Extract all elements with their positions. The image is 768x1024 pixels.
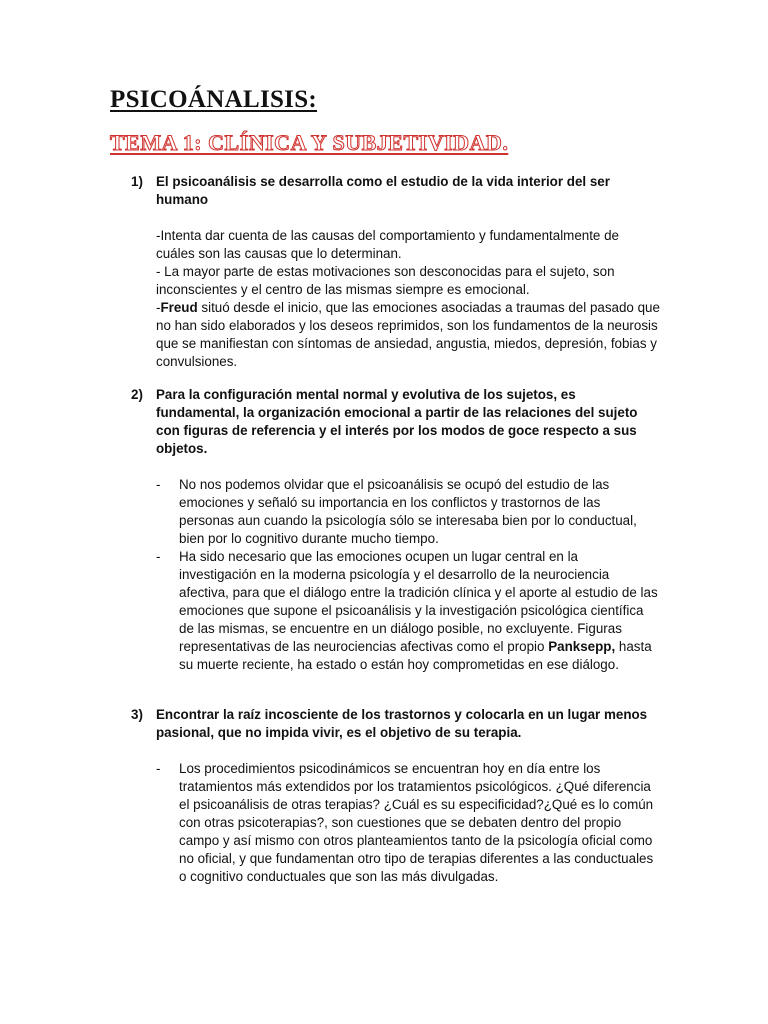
item-heading: Encontrar la raíz incosciente de los trastornos y colocarla en un lugar menos pasional, que no impida vivir, es el objetivo de su terapia. — [156, 707, 648, 740]
bullet-list — [156, 760, 661, 886]
bullet-text: Los procedimientos psicodinámicos se encuentran hoy en día entre los tratamientos más extendidos por los tratamientos psicológicos. ¿Qué diferencia el psicoanálisis de otras terapias? ¿Cuál es su especificidad?¿Qué es lo común con otras psicoterapias?, son cuestiones que se debaten dentro del propio campo y así mismo con otros planteamientos tanto de la psicología oficial como no oficial, y que fundamentan otro tipo de terapias diferentes a las conductuales o cognitivo conductuales que son las más divulgadas. — [179, 761, 654, 884]
list-item — [156, 548, 659, 674]
item-number: 2) — [131, 387, 143, 402]
item-number: 3) — [131, 707, 143, 722]
bullet-marker: - — [156, 477, 161, 492]
bullet-text-tail: hasta su muerte reciente, ha estado o están hoy comprometidas en ese diálogo. — [179, 639, 652, 672]
list-item — [156, 476, 659, 548]
item-number: 1) — [131, 174, 143, 189]
freud-name: Freud — [160, 300, 198, 315]
numbered-item-1 — [131, 173, 661, 371]
bullet-text: Ha sido necesario que las emociones ocupen un lugar central en la investigación en la moderna psicología y el desarrollo de la neurociencia afectiva, para que el diálogo entre la tradición clínica y el aporte al estudio de las emociones que supone el psicoanálisis y la investigación psicológica científica de las mismas, se encuentre en un diálogo posible, no excluyente. Figuras representativas de las neurociencias afectivas como el propio — [179, 549, 658, 654]
bullet-text: No nos podemos olvidar que el psicoanálisis se ocupó del estudio de las emociones y señaló su importancia en los conflictos y trastornos de las personas aun cuando la psicología sólo se interesaba bien por lo conductual, bien por lo cognitivo durante mucho tiempo. — [179, 477, 637, 546]
document-subtitle: TEMA 1: CLÍNICA Y SUBJETIVIDAD. — [110, 130, 509, 155]
numbered-item-3 — [131, 706, 661, 886]
paragraph: -Intenta dar cuenta de las causas del comportamiento y fundamentalmente de cuáles son las causas que lo determinan. — [156, 228, 619, 261]
item-body — [156, 227, 661, 371]
bullet-list — [156, 476, 661, 674]
panksepp-name: Panksepp, — [548, 639, 616, 654]
item-heading: El psicoanálisis se desarrolla como el estudio de la vida interior del ser humano — [156, 174, 610, 207]
item-heading: Para la configuración mental normal y evolutiva de los sujetos, es fundamental, la organización emocional a partir de las relaciones del sujeto con figuras de referencia y el interés por los modos de goce respecto a sus objetos. — [156, 387, 638, 456]
numbered-item-2 — [131, 386, 661, 674]
bullet-marker: - — [156, 549, 161, 564]
bullet-marker: - — [156, 761, 161, 776]
freud-prefix: - — [156, 300, 161, 315]
freud-text: situó desde el inicio, que las emociones asociadas a traumas del pasado que no han sido elaborados y los deseos reprimidos, son los fundamentos de la neurosis que se manifiestan con síntomas de ansiedad, angustia, miedos, depresión, fobias y convulsiones. — [156, 300, 660, 369]
document-title: PSICOÁNALISIS: — [110, 86, 318, 113]
paragraph: - La mayor parte de estas motivaciones son desconocidas para el sujeto, son inconscientes y el centro de las mismas siempre es emocional. — [156, 264, 615, 297]
list-item — [156, 760, 659, 886]
paragraph-freud — [156, 299, 661, 371]
